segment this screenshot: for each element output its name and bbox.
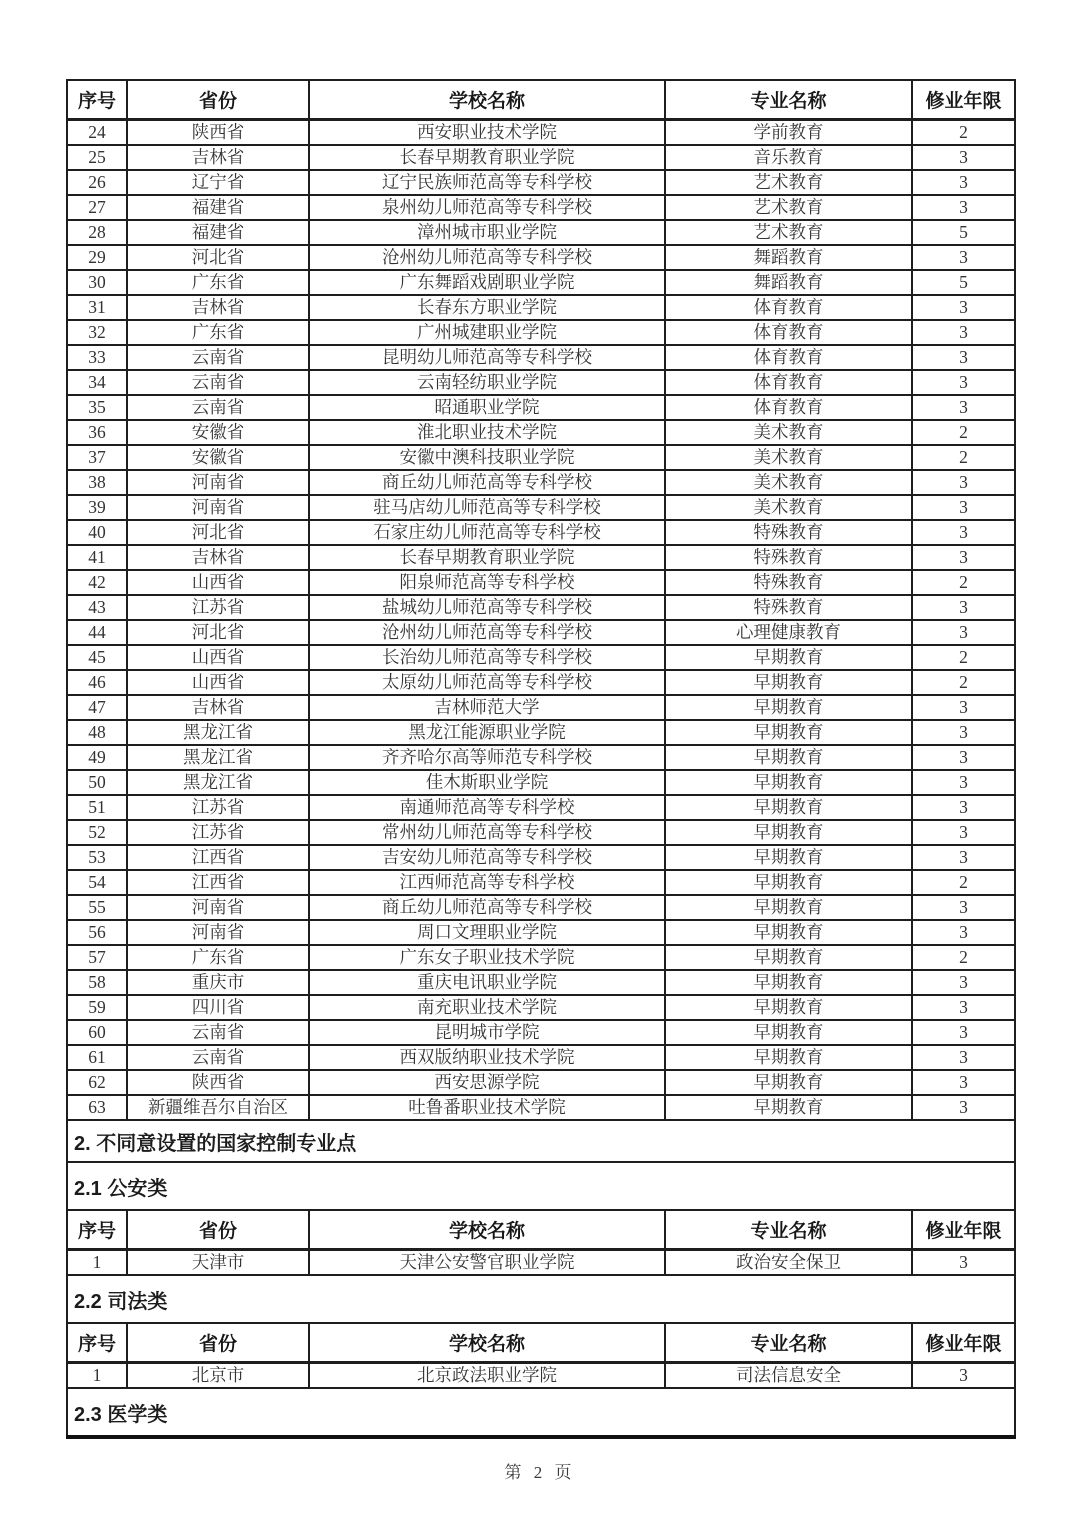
table-cell: 石家庄幼儿师范高等专科学校 <box>309 520 665 545</box>
table-cell: 43 <box>67 595 127 620</box>
table-row <box>67 1250 1015 1276</box>
header-row <box>67 1323 1015 1363</box>
table-cell: 长治幼儿师范高等专科学校 <box>309 645 665 670</box>
table-cell: 2 <box>912 420 1015 445</box>
table-cell: 3 <box>912 1070 1015 1095</box>
table-cell: 太原幼儿师范高等专科学校 <box>309 670 665 695</box>
table-row <box>67 720 1015 745</box>
table-row <box>67 1020 1015 1045</box>
table-row <box>67 1095 1015 1120</box>
table-cell: 3 <box>912 1020 1015 1045</box>
table-cell: 美术教育 <box>665 470 912 495</box>
table-cell: 3 <box>912 720 1015 745</box>
table-row <box>67 1070 1015 1095</box>
table-row <box>67 1363 1015 1389</box>
table-cell: 商丘幼儿师范高等专科学校 <box>309 895 665 920</box>
table-row <box>67 895 1015 920</box>
column-header-index: 序号 <box>67 1210 127 1250</box>
table-cell: 35 <box>67 395 127 420</box>
table-cell: 26 <box>67 170 127 195</box>
table-cell: 3 <box>912 995 1015 1020</box>
table-row <box>67 995 1015 1020</box>
table-row <box>67 370 1015 395</box>
table-cell: 早期教育 <box>665 845 912 870</box>
table-cell: 3 <box>912 520 1015 545</box>
table-row <box>67 570 1015 595</box>
table-row <box>67 345 1015 370</box>
table-cell: 司法信息安全 <box>665 1363 912 1389</box>
table-row <box>67 545 1015 570</box>
table-cell: 2 <box>912 870 1015 895</box>
table-row <box>67 520 1015 545</box>
table-cell: 3 <box>912 395 1015 420</box>
table-cell: 早期教育 <box>665 870 912 895</box>
table-row <box>67 1045 1015 1070</box>
table-cell: 四川省 <box>127 995 309 1020</box>
table-cell: 58 <box>67 970 127 995</box>
table-cell: 昆明城市学院 <box>309 1020 665 1045</box>
table-cell: 3 <box>912 345 1015 370</box>
table-cell: 重庆市 <box>127 970 309 995</box>
table-row <box>67 495 1015 520</box>
table-cell: 云南省 <box>127 1045 309 1070</box>
table-cell: 音乐教育 <box>665 145 912 170</box>
column-header-duration: 修业年限 <box>912 1323 1015 1363</box>
section-2-1-title: 2.1 公安类 <box>67 1162 1015 1210</box>
table-cell: 34 <box>67 370 127 395</box>
column-header-province: 省份 <box>127 1210 309 1250</box>
table-row <box>67 395 1015 420</box>
table-cell: 山西省 <box>127 670 309 695</box>
table-row <box>67 770 1015 795</box>
justice-table-body <box>67 1363 1015 1389</box>
table-cell: 3 <box>912 620 1015 645</box>
table-cell: 云南省 <box>127 345 309 370</box>
table-cell: 早期教育 <box>665 920 912 945</box>
main-table-body <box>67 120 1015 1121</box>
table-cell: 北京政法职业学院 <box>309 1363 665 1389</box>
table-cell: 河北省 <box>127 520 309 545</box>
table-cell: 24 <box>67 120 127 146</box>
table-cell: 早期教育 <box>665 1020 912 1045</box>
table-row <box>67 695 1015 720</box>
table-cell: 早期教育 <box>665 770 912 795</box>
table-cell: 常州幼儿师范高等专科学校 <box>309 820 665 845</box>
table-cell: 3 <box>912 320 1015 345</box>
table-cell: 昆明幼儿师范高等专科学校 <box>309 345 665 370</box>
table-cell: 39 <box>67 495 127 520</box>
table-cell: 河北省 <box>127 620 309 645</box>
table-cell: 早期教育 <box>665 670 912 695</box>
table-cell: 广东省 <box>127 945 309 970</box>
table-row <box>67 645 1015 670</box>
table-cell: 3 <box>912 745 1015 770</box>
table-cell: 江苏省 <box>127 595 309 620</box>
table-cell: 阳泉师范高等专科学校 <box>309 570 665 595</box>
table-cell: 46 <box>67 670 127 695</box>
column-header-major: 专业名称 <box>665 80 912 120</box>
header-row <box>67 80 1015 120</box>
table-cell: 安徽省 <box>127 445 309 470</box>
table-cell: 3 <box>912 1045 1015 1070</box>
table-row <box>67 595 1015 620</box>
table-cell: 特殊教育 <box>665 520 912 545</box>
table-row <box>67 195 1015 220</box>
table-row <box>67 870 1015 895</box>
table-cell: 3 <box>912 195 1015 220</box>
table-cell: 福建省 <box>127 195 309 220</box>
table-cell: 盐城幼儿师范高等专科学校 <box>309 595 665 620</box>
table-cell: 27 <box>67 195 127 220</box>
table-cell: 吉安幼儿师范高等专科学校 <box>309 845 665 870</box>
table-cell: 2 <box>912 645 1015 670</box>
table-cell: 天津市 <box>127 1250 309 1276</box>
table-cell: 44 <box>67 620 127 645</box>
table-row <box>67 670 1015 695</box>
table-cell: 3 <box>912 170 1015 195</box>
table-cell: 舞蹈教育 <box>665 245 912 270</box>
column-header-index: 序号 <box>67 1323 127 1363</box>
table-row <box>67 745 1015 770</box>
table-cell: 早期教育 <box>665 695 912 720</box>
table-cell: 安徽中澳科技职业学院 <box>309 445 665 470</box>
table-cell: 49 <box>67 745 127 770</box>
table-cell: 早期教育 <box>665 895 912 920</box>
table-cell: 江西师范高等专科学校 <box>309 870 665 895</box>
table-cell: 安徽省 <box>127 420 309 445</box>
section-2-1-heading-row <box>67 1162 1015 1210</box>
table-cell: 3 <box>912 1250 1015 1276</box>
table-cell: 吉林师范大学 <box>309 695 665 720</box>
table-cell: 福建省 <box>127 220 309 245</box>
table-cell: 辽宁省 <box>127 170 309 195</box>
table-cell: 天津公安警官职业学院 <box>309 1250 665 1276</box>
table-row <box>67 245 1015 270</box>
table-cell: 54 <box>67 870 127 895</box>
page-number: 第 2 页 <box>504 1463 576 1482</box>
table-cell: 漳州城市职业学院 <box>309 220 665 245</box>
table-cell: 55 <box>67 895 127 920</box>
section-headings-2 <box>67 1275 1015 1323</box>
table-cell: 江苏省 <box>127 795 309 820</box>
table-cell: 3 <box>912 245 1015 270</box>
column-header-province: 省份 <box>127 80 309 120</box>
table-cell: 早期教育 <box>665 945 912 970</box>
table-cell: 56 <box>67 920 127 945</box>
table-cell: 30 <box>67 270 127 295</box>
table-cell: 商丘幼儿师范高等专科学校 <box>309 470 665 495</box>
table-cell: 2 <box>912 945 1015 970</box>
table-cell: 体育教育 <box>665 345 912 370</box>
table-cell: 江西省 <box>127 845 309 870</box>
table-cell: 57 <box>67 945 127 970</box>
table-cell: 早期教育 <box>665 745 912 770</box>
table-cell: 美术教育 <box>665 445 912 470</box>
table-cell: 长春早期教育职业学院 <box>309 545 665 570</box>
table-cell: 2 <box>912 120 1015 146</box>
table-cell: 河南省 <box>127 920 309 945</box>
table-cell: 黑龙江省 <box>127 770 309 795</box>
table-row <box>67 320 1015 345</box>
table-cell: 北京市 <box>127 1363 309 1389</box>
table-cell: 陕西省 <box>127 120 309 146</box>
table-cell: 吐鲁番职业技术学院 <box>309 1095 665 1120</box>
table-cell: 1 <box>67 1363 127 1389</box>
table-row <box>67 795 1015 820</box>
table-cell: 52 <box>67 820 127 845</box>
table-cell: 驻马店幼儿师范高等专科学校 <box>309 495 665 520</box>
column-header-major: 专业名称 <box>665 1323 912 1363</box>
table-cell: 53 <box>67 845 127 870</box>
column-header-school: 学校名称 <box>309 1323 665 1363</box>
table-cell: 新疆维吾尔自治区 <box>127 1095 309 1120</box>
table-cell: 早期教育 <box>665 820 912 845</box>
table-cell: 江苏省 <box>127 820 309 845</box>
table-row <box>67 470 1015 495</box>
section-2-2-title: 2.2 司法类 <box>67 1275 1015 1323</box>
column-header-school: 学校名称 <box>309 80 665 120</box>
table-cell: 西安思源学院 <box>309 1070 665 1095</box>
table-cell: 41 <box>67 545 127 570</box>
table-row <box>67 445 1015 470</box>
table-cell: 3 <box>912 770 1015 795</box>
table-row <box>67 270 1015 295</box>
table-cell: 广东省 <box>127 270 309 295</box>
table-cell: 早期教育 <box>665 995 912 1020</box>
table-cell: 36 <box>67 420 127 445</box>
table-cell: 3 <box>912 820 1015 845</box>
table-cell: 黑龙江能源职业学院 <box>309 720 665 745</box>
table-cell: 3 <box>912 145 1015 170</box>
table-cell: 长春早期教育职业学院 <box>309 145 665 170</box>
table-cell: 42 <box>67 570 127 595</box>
table-cell: 体育教育 <box>665 295 912 320</box>
table-cell: 2 <box>912 445 1015 470</box>
table-cell: 38 <box>67 470 127 495</box>
table-cell: 艺术教育 <box>665 220 912 245</box>
table-cell: 学前教育 <box>665 120 912 146</box>
column-header-index: 序号 <box>67 80 127 120</box>
table-cell: 特殊教育 <box>665 595 912 620</box>
table-cell: 59 <box>67 995 127 1020</box>
table-cell: 3 <box>912 295 1015 320</box>
table-cell: 体育教育 <box>665 370 912 395</box>
table-cell: 37 <box>67 445 127 470</box>
table-cell: 早期教育 <box>665 720 912 745</box>
table-cell: 美术教育 <box>665 495 912 520</box>
column-header-school: 学校名称 <box>309 1210 665 1250</box>
section-2-heading-row <box>67 1120 1015 1162</box>
table-cell: 3 <box>912 370 1015 395</box>
justice-table-header <box>67 1323 1015 1363</box>
table-cell: 3 <box>912 495 1015 520</box>
table-cell: 2 <box>912 670 1015 695</box>
police-table-body <box>67 1250 1015 1276</box>
table-cell: 体育教育 <box>665 320 912 345</box>
table-row <box>67 295 1015 320</box>
table-row <box>67 620 1015 645</box>
table-cell: 早期教育 <box>665 1070 912 1095</box>
table-cell: 特殊教育 <box>665 545 912 570</box>
table-cell: 3 <box>912 845 1015 870</box>
table-cell: 28 <box>67 220 127 245</box>
table-cell: 佳木斯职业学院 <box>309 770 665 795</box>
table-cell: 早期教育 <box>665 970 912 995</box>
table-cell: 云南轻纺职业学院 <box>309 370 665 395</box>
table-cell: 吉林省 <box>127 545 309 570</box>
table-cell: 河南省 <box>127 895 309 920</box>
table-cell: 3 <box>912 1363 1015 1389</box>
table-cell: 吉林省 <box>127 295 309 320</box>
table-cell: 云南省 <box>127 370 309 395</box>
table-cell: 重庆电讯职业学院 <box>309 970 665 995</box>
table-cell: 3 <box>912 895 1015 920</box>
table-cell: 3 <box>912 695 1015 720</box>
column-header-province: 省份 <box>127 1323 309 1363</box>
column-header-duration: 修业年限 <box>912 80 1015 120</box>
table-cell: 陕西省 <box>127 1070 309 1095</box>
main-table-header <box>67 80 1015 120</box>
section-2-3-heading-row <box>67 1388 1015 1437</box>
table-cell: 昭通职业学院 <box>309 395 665 420</box>
table-cell: 3 <box>912 1095 1015 1120</box>
table-cell: 云南省 <box>127 395 309 420</box>
table-cell: 3 <box>912 595 1015 620</box>
table-row <box>67 820 1015 845</box>
table-cell: 3 <box>912 920 1015 945</box>
table-cell: 政治安全保卫 <box>665 1250 912 1276</box>
table-row <box>67 145 1015 170</box>
table-cell: 吉林省 <box>127 695 309 720</box>
table-cell: 舞蹈教育 <box>665 270 912 295</box>
table-cell: 江西省 <box>127 870 309 895</box>
table-cell: 山西省 <box>127 570 309 595</box>
table-cell: 32 <box>67 320 127 345</box>
table-cell: 西双版纳职业技术学院 <box>309 1045 665 1070</box>
table-cell: 早期教育 <box>665 645 912 670</box>
table-cell: 3 <box>912 970 1015 995</box>
table-cell: 淮北职业技术学院 <box>309 420 665 445</box>
table-cell: 黑龙江省 <box>127 720 309 745</box>
table-cell: 63 <box>67 1095 127 1120</box>
table-cell: 体育教育 <box>665 395 912 420</box>
table-cell: 心理健康教育 <box>665 620 912 645</box>
table-cell: 早期教育 <box>665 1045 912 1070</box>
table-cell: 50 <box>67 770 127 795</box>
table-cell: 3 <box>912 795 1015 820</box>
table-row <box>67 970 1015 995</box>
table-cell: 沧州幼儿师范高等专科学校 <box>309 245 665 270</box>
table-row <box>67 920 1015 945</box>
table-cell: 5 <box>912 220 1015 245</box>
table-cell: 早期教育 <box>665 795 912 820</box>
header-row <box>67 1210 1015 1250</box>
table-cell: 辽宁民族师范高等专科学校 <box>309 170 665 195</box>
table-cell: 29 <box>67 245 127 270</box>
table-cell: 山西省 <box>127 645 309 670</box>
table-cell: 长春东方职业学院 <box>309 295 665 320</box>
table-cell: 云南省 <box>127 1020 309 1045</box>
approval-table <box>66 79 1016 1439</box>
table-row <box>67 845 1015 870</box>
table-cell: 早期教育 <box>665 1095 912 1120</box>
table-cell: 泉州幼儿师范高等专科学校 <box>309 195 665 220</box>
table-cell: 33 <box>67 345 127 370</box>
table-cell: 吉林省 <box>127 145 309 170</box>
table-cell: 周口文理职业学院 <box>309 920 665 945</box>
table-cell: 广东省 <box>127 320 309 345</box>
table-cell: 河南省 <box>127 470 309 495</box>
table-cell: 48 <box>67 720 127 745</box>
table-cell: 河北省 <box>127 245 309 270</box>
section-headings-1 <box>67 1120 1015 1210</box>
table-cell: 2 <box>912 570 1015 595</box>
table-cell: 广州城建职业学院 <box>309 320 665 345</box>
table-cell: 40 <box>67 520 127 545</box>
table-cell: 47 <box>67 695 127 720</box>
table-cell: 南充职业技术学院 <box>309 995 665 1020</box>
column-header-duration: 修业年限 <box>912 1210 1015 1250</box>
table-cell: 黑龙江省 <box>127 745 309 770</box>
table-cell: 河南省 <box>127 495 309 520</box>
table-cell: 5 <box>912 270 1015 295</box>
table-cell: 3 <box>912 470 1015 495</box>
table-row <box>67 945 1015 970</box>
section-2-3-title: 2.3 医学类 <box>67 1388 1015 1437</box>
document-sheet <box>66 79 1014 1439</box>
table-cell: 南通师范高等专科学校 <box>309 795 665 820</box>
table-row <box>67 120 1015 146</box>
table-cell: 25 <box>67 145 127 170</box>
table-cell: 广东舞蹈戏剧职业学院 <box>309 270 665 295</box>
table-cell: 广东女子职业技术学院 <box>309 945 665 970</box>
table-cell: 特殊教育 <box>665 570 912 595</box>
table-cell: 齐齐哈尔高等师范专科学校 <box>309 745 665 770</box>
table-cell: 45 <box>67 645 127 670</box>
section-2-2-heading-row <box>67 1275 1015 1323</box>
table-row <box>67 170 1015 195</box>
table-cell: 1 <box>67 1250 127 1276</box>
table-cell: 62 <box>67 1070 127 1095</box>
table-cell: 3 <box>912 545 1015 570</box>
table-cell: 美术教育 <box>665 420 912 445</box>
table-cell: 60 <box>67 1020 127 1045</box>
table-cell: 31 <box>67 295 127 320</box>
table-cell: 61 <box>67 1045 127 1070</box>
table-cell: 艺术教育 <box>665 170 912 195</box>
column-header-major: 专业名称 <box>665 1210 912 1250</box>
section-headings-3 <box>67 1388 1015 1437</box>
table-cell: 艺术教育 <box>665 195 912 220</box>
table-cell: 沧州幼儿师范高等专科学校 <box>309 620 665 645</box>
police-table-header <box>67 1210 1015 1250</box>
section-2-title: 2. 不同意设置的国家控制专业点 <box>67 1120 1015 1162</box>
table-row <box>67 420 1015 445</box>
table-row <box>67 220 1015 245</box>
table-cell: 西安职业技术学院 <box>309 120 665 146</box>
table-cell: 51 <box>67 795 127 820</box>
